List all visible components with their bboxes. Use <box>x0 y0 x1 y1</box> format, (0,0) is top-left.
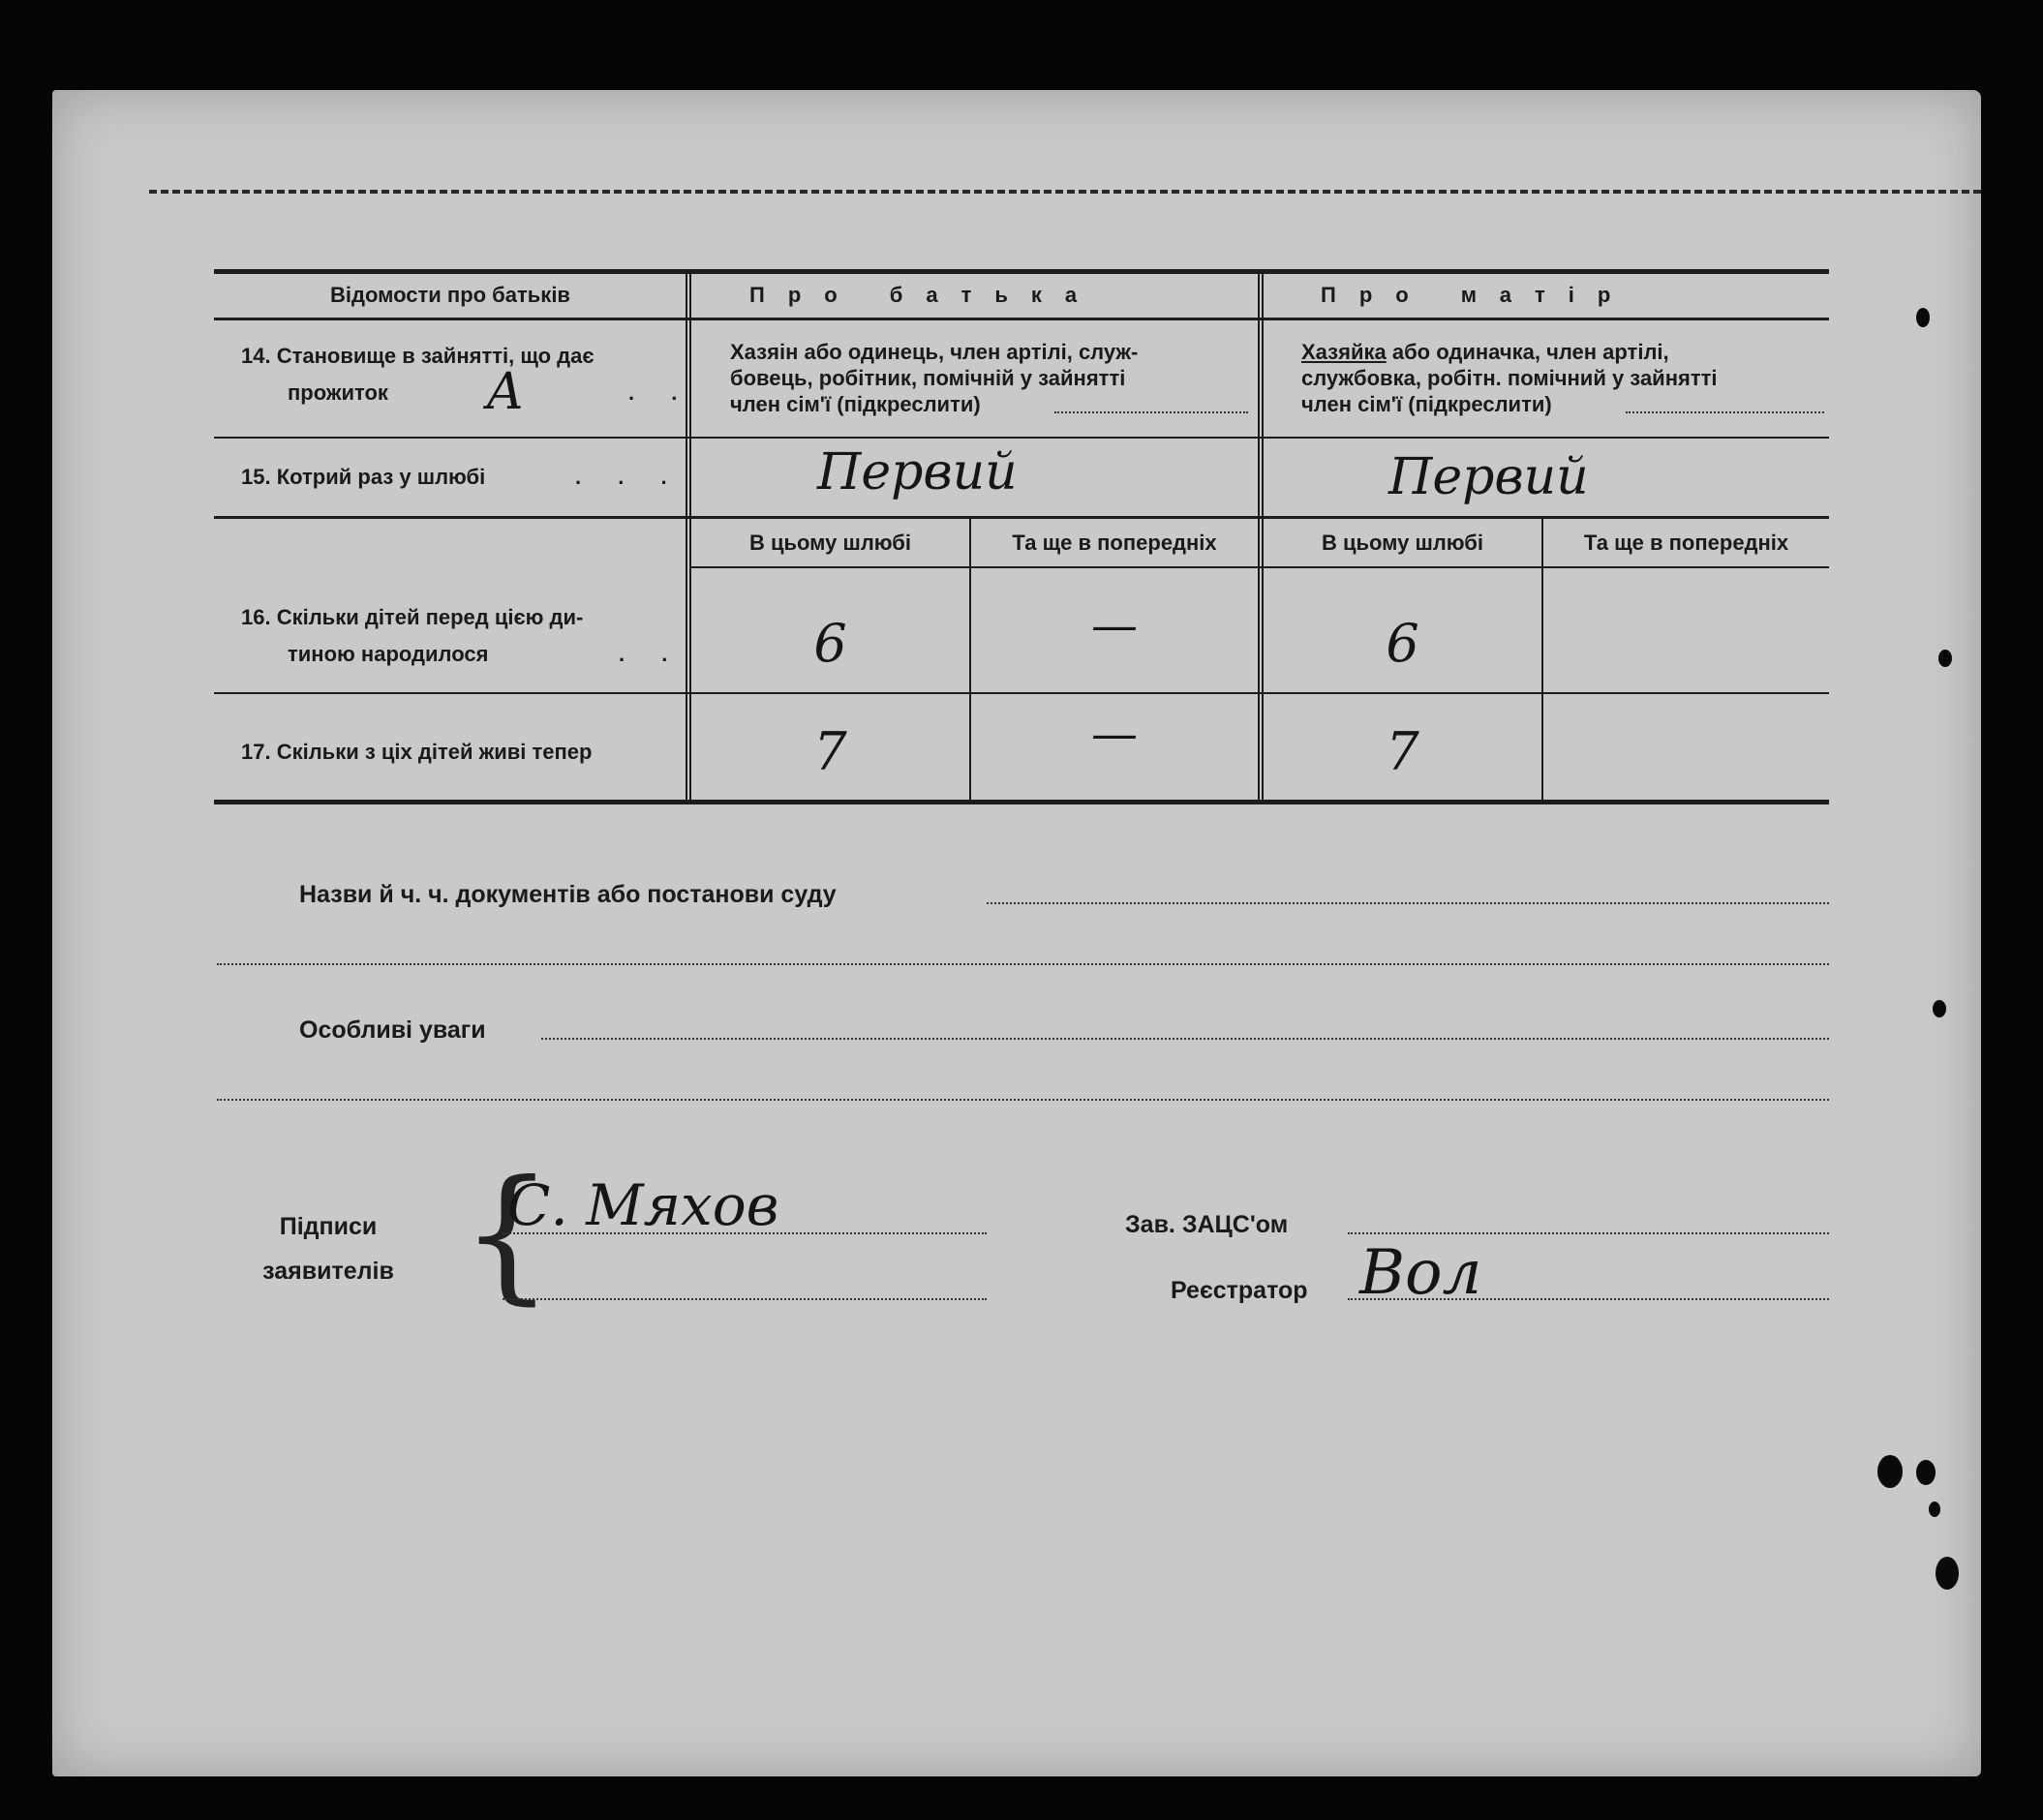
notes-label: Особливі уваги <box>299 1016 486 1044</box>
row14-mother-line2: службовка, робітн. помічний у зайнятті <box>1301 366 1718 390</box>
row17-father-current: 7 <box>813 721 847 782</box>
punch-mark <box>1929 1502 1940 1517</box>
applicants-brace: { <box>461 1150 554 1319</box>
head-signature-line <box>1348 1232 1829 1234</box>
row14-dots: . . <box>628 380 693 405</box>
punch-mark <box>1933 1000 1946 1017</box>
row14-label-line1: 14. Становище в зайнятті, що дає <box>241 344 595 368</box>
row17-mother-current: 7 <box>1386 721 1419 782</box>
row16-label-line2: тиною народилося <box>288 642 489 666</box>
row14-mother-line1-rest: або одиначка, член артілі, <box>1386 340 1669 364</box>
applicants-label-line1: Підписи <box>279 1213 378 1240</box>
col-divider-1 <box>686 274 687 802</box>
table-bottom-rule <box>214 800 1829 804</box>
subheader-mother-previous: Та ще в попередніх <box>1583 531 1789 555</box>
row16-mother-current: 6 <box>1386 613 1419 674</box>
row14-mother-fill-line <box>1626 411 1824 413</box>
punch-mark <box>1916 308 1930 327</box>
col-divider-4 <box>1541 519 1543 802</box>
row14-father-line1: Хазяін або одинець, член артілі, служ- <box>730 340 1139 364</box>
punch-hole <box>1916 1460 1936 1485</box>
subheader-mother-current: В цьому шлюбі <box>1321 531 1484 555</box>
row16-father-current: 6 <box>813 613 847 674</box>
punch-hole <box>1877 1455 1903 1488</box>
row15-label: 15. Котрий раз у шлюбі <box>241 465 486 489</box>
row14-mother-line1 <box>1301 339 1824 365</box>
subheader-father-current: В цьому шлюбі <box>748 531 912 555</box>
col-divider-3 <box>1258 274 1260 802</box>
row14-label-line2: прожиток <box>288 380 388 405</box>
notes-fill-line <box>541 1038 1829 1040</box>
head-of-registry-label: Зав. ЗАЦС'ом <box>1125 1211 1289 1238</box>
row15-dots: . . . <box>575 465 683 489</box>
documents-label: Назви й ч. ч. документів або постанови суду <box>299 881 837 908</box>
perforation-line <box>149 190 1981 194</box>
punch-hole <box>1936 1557 1959 1590</box>
row17-label: 17. Скільки з ціх дітей живі тепер <box>241 740 593 764</box>
applicant-signature-line-2 <box>503 1298 987 1300</box>
punch-mark <box>1938 650 1952 667</box>
row15-father-value: Первий <box>817 443 1018 501</box>
row16-father-previous: — <box>1091 598 1138 652</box>
header-father: Про батька <box>749 283 1101 307</box>
row14-father-line2: бовець, робітник, помічній у зайнятті <box>730 366 1126 390</box>
row16-dots: . . <box>619 642 684 666</box>
subheader-father-previous: Та ще в попередніх <box>1012 531 1217 555</box>
row14-mother-line3: член сім'ї (підкреслити) <box>1301 392 1552 416</box>
row16-rule <box>214 692 1829 694</box>
table-top-rule <box>214 269 1829 274</box>
row14-handwritten-value: А <box>486 363 525 421</box>
row15-rule <box>214 516 1829 519</box>
notes-fill-line-2 <box>217 1099 1829 1101</box>
row17-father-previous: — <box>1091 707 1138 761</box>
document-sheet <box>52 90 1981 1776</box>
header-parents-info: Відомости про батьків <box>330 283 570 307</box>
subheader-rule <box>691 566 1829 568</box>
registrar-label: Реєстратор <box>1171 1277 1308 1304</box>
row14-father-line3: член сім'ї (підкреслити) <box>730 392 981 416</box>
header-mother: Про матір <box>1321 283 1634 307</box>
documents-fill-line-2 <box>217 963 1829 965</box>
row16-label-line1: 16. Скільки дітей перед цією ди- <box>241 605 584 629</box>
documents-fill-line <box>987 902 1829 904</box>
applicants-label-line2: заявителів <box>262 1258 394 1285</box>
row14-mother-underlined-option: Хазяйка <box>1301 340 1387 364</box>
row15-mother-value: Первий <box>1388 448 1589 506</box>
row14-rule <box>214 437 1829 439</box>
applicant-signature: С. Мяхов <box>507 1172 779 1238</box>
header-rule <box>214 318 1829 320</box>
applicant-signature-line-1 <box>503 1232 987 1234</box>
row14-father-fill-line <box>1054 411 1248 413</box>
registrar-signature: Вол <box>1359 1237 1482 1309</box>
